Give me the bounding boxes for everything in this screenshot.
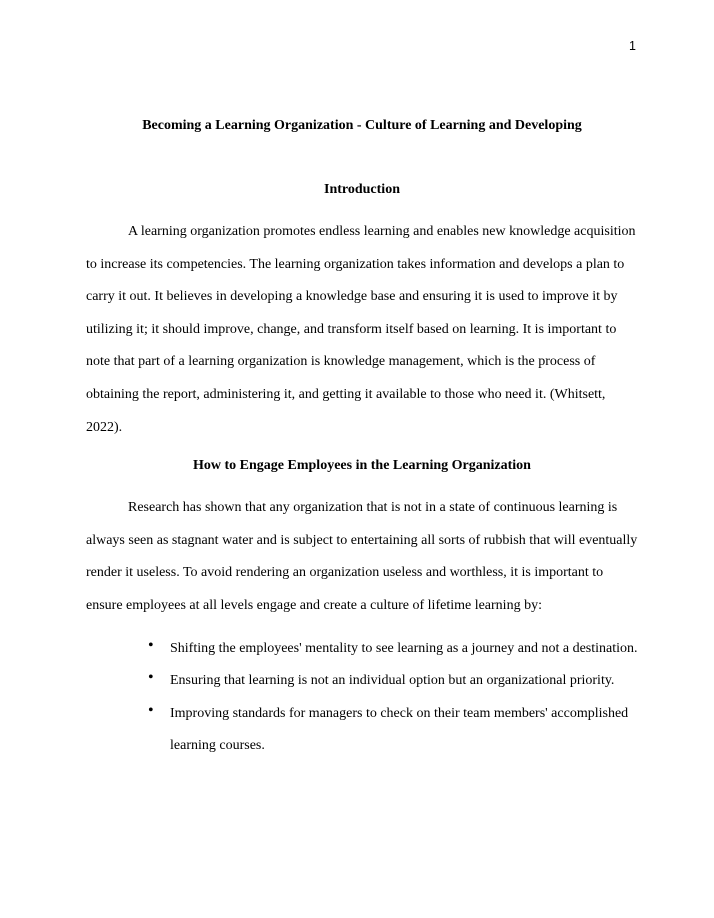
engagement-bullet-list: [86, 633, 638, 763]
section-heading-engage-employees: How to Engage Employees in the Learning Organization: [193, 458, 531, 474]
page-number: 1: [629, 39, 636, 53]
list-item-text: Improving standards for managers to check on their team members' accomplished learning courses.: [170, 705, 629, 754]
list-item-text: Ensuring that learning is not an individual option but an organizational priority.: [170, 673, 615, 689]
introduction-paragraph: A learning organization promotes endless learning and enables new knowledge acquisition to increase its competencies. The learning organization takes information and develops a plan to carry it out. It believes in developing a knowledge base and ensuring it is used to improve it by utilizing it; it should improve, change, and transform itself based on learning. It is important to note that part of a learning organization is knowledge management, which is the process of obtaining the report, administering it, and getting it available to those who need it. (Whitsett, 2022).: [86, 224, 636, 435]
list-item: [148, 633, 638, 666]
section-heading-introduction: Introduction: [324, 182, 400, 197]
document-body: [86, 112, 638, 763]
list-item: [148, 665, 638, 698]
bullet-icon: •: [148, 669, 154, 687]
bullet-icon: •: [148, 636, 154, 654]
list-item-text: Shifting the employees' mentality to see learning as a journey and not a destination.: [170, 640, 638, 656]
document-title: Becoming a Learning Organization - Culture of Learning and Developing: [142, 118, 582, 133]
engage-employees-paragraph: Research has shown that any organization that is not in a state of continuous learning is always seen as stagnant water and is subject to entertaining all sorts of rubbish that will eventually render it useless. To avoid rendering an organization useless and worthless, it is important to ensure employees at all levels engage and create a culture of lifetime learning by:: [86, 500, 638, 613]
list-item: [148, 698, 638, 763]
bullet-icon: •: [148, 701, 154, 719]
